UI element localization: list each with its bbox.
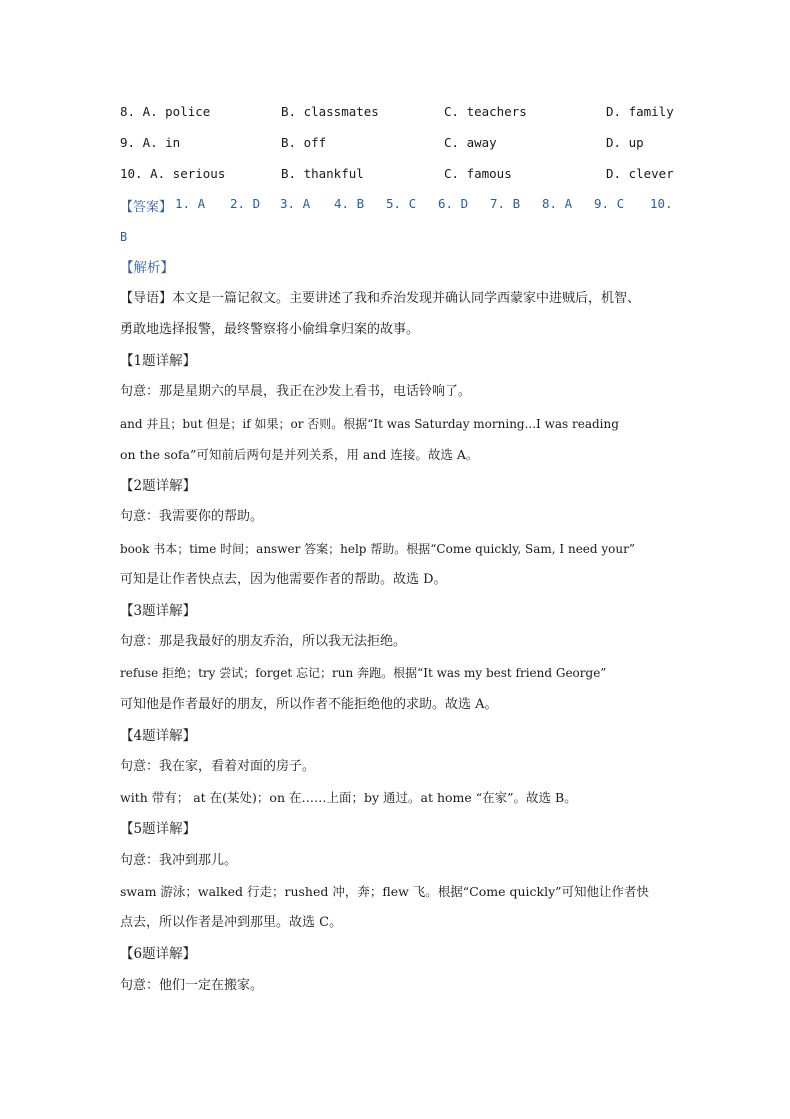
q2-explanation: 可知是让作者快点去，因为他需要作者的帮助。故选 D。 [120, 572, 447, 587]
q1-explanation: on the sofa”可知前后两句是并列关系，用 and 连接。故选 A。 [120, 447, 479, 462]
answer-item: 4. B [334, 196, 365, 211]
analysis-label: 【解析】 [120, 260, 174, 276]
answer-line [120, 196, 680, 218]
option-row-8 [120, 104, 680, 126]
option-c: C. famous [444, 166, 512, 181]
q1-explanation: and 并且；but 但是；if 如果；or 否则。根据“It was Saturday morning...I was reading [120, 417, 619, 431]
option-b: B. thankful [281, 166, 364, 181]
q5-explanation: swam 游泳；walked 行走；rushed 冲，奔；flew 飞。根据“Come quickly”可知他让作者快 [120, 884, 650, 899]
answer-item: 2. D [230, 196, 261, 211]
q5-explanation: 点去，所以作者是冲到那里。故选 C。 [120, 915, 343, 930]
answer-item: 1. A [175, 196, 206, 211]
q3-explanation: 可知他是作者最好的朋友，所以作者不能拒绝他的求助。故选 A。 [120, 697, 498, 712]
q4-explanation: with 带有； at 在(某处)；on 在……上面；by 通过。at home “在家”。故选 B。 [120, 790, 577, 805]
option-b: B. classmates [281, 104, 379, 119]
q5-title: 【5题详解】 [120, 821, 197, 837]
option-a: 9. A. in [120, 135, 181, 150]
option-d: D. clever [606, 166, 674, 181]
q3-meaning: 句意：那是我最好的朋友乔治，所以我无法拒绝。 [120, 634, 407, 649]
answer-label: 【答案】 [120, 200, 173, 215]
answer-item: 6. D [438, 196, 469, 211]
answer-item: 7. B [490, 196, 521, 211]
option-row-9 [120, 135, 680, 157]
q2-meaning: 句意：我需要你的帮助。 [120, 509, 264, 524]
option-row-10 [120, 166, 680, 188]
q4-meaning: 句意：我在家，看着对面的房子。 [120, 759, 316, 774]
q1-meaning: 句意：那是星期六的早晨，我正在沙发上看书，电话铃响了。 [120, 384, 472, 399]
answer-item: 10. [650, 196, 673, 211]
guide-line: 勇敢地选择报警，最终警察将小偷缉拿归案的故事。 [120, 322, 420, 337]
answer-item: 5. C [386, 196, 417, 211]
q6-meaning: 句意：他们一定在搬家。 [120, 978, 264, 993]
option-c: C. away [444, 135, 497, 150]
guide-line: 【导语】本文是一篇记叙文。主要讲述了我和乔治发现并确认同学西蒙家中进贼后，机智、 [120, 291, 641, 306]
q5-meaning: 句意：我冲到那儿。 [120, 853, 238, 868]
answer-wrap: B [120, 230, 128, 244]
option-c: C. teachers [444, 104, 527, 119]
answer-item: 8. A [542, 196, 573, 211]
q2-explanation: book 书本；time 时间；answer 答案；help 帮助。根据“Come quickly, Sam, I need your” [120, 542, 635, 556]
q3-explanation: refuse 拒绝；try 尝试；forget 忘记；run 奔跑。根据“It was my best friend George” [120, 666, 607, 680]
option-b: B. off [281, 135, 327, 150]
answer-item: 3. A [280, 196, 311, 211]
option-d: D. up [606, 135, 644, 150]
option-d: D. family [606, 104, 674, 119]
option-a: 10. A. serious [120, 166, 226, 181]
q1-title: 【1题详解】 [120, 353, 197, 369]
q2-title: 【2题详解】 [120, 478, 197, 494]
q3-title: 【3题详解】 [120, 603, 197, 619]
option-a: 8. A. police [120, 104, 211, 119]
q4-title: 【4题详解】 [120, 728, 197, 744]
q6-title: 【6题详解】 [120, 946, 197, 962]
answer-item: 9. C [594, 196, 625, 211]
